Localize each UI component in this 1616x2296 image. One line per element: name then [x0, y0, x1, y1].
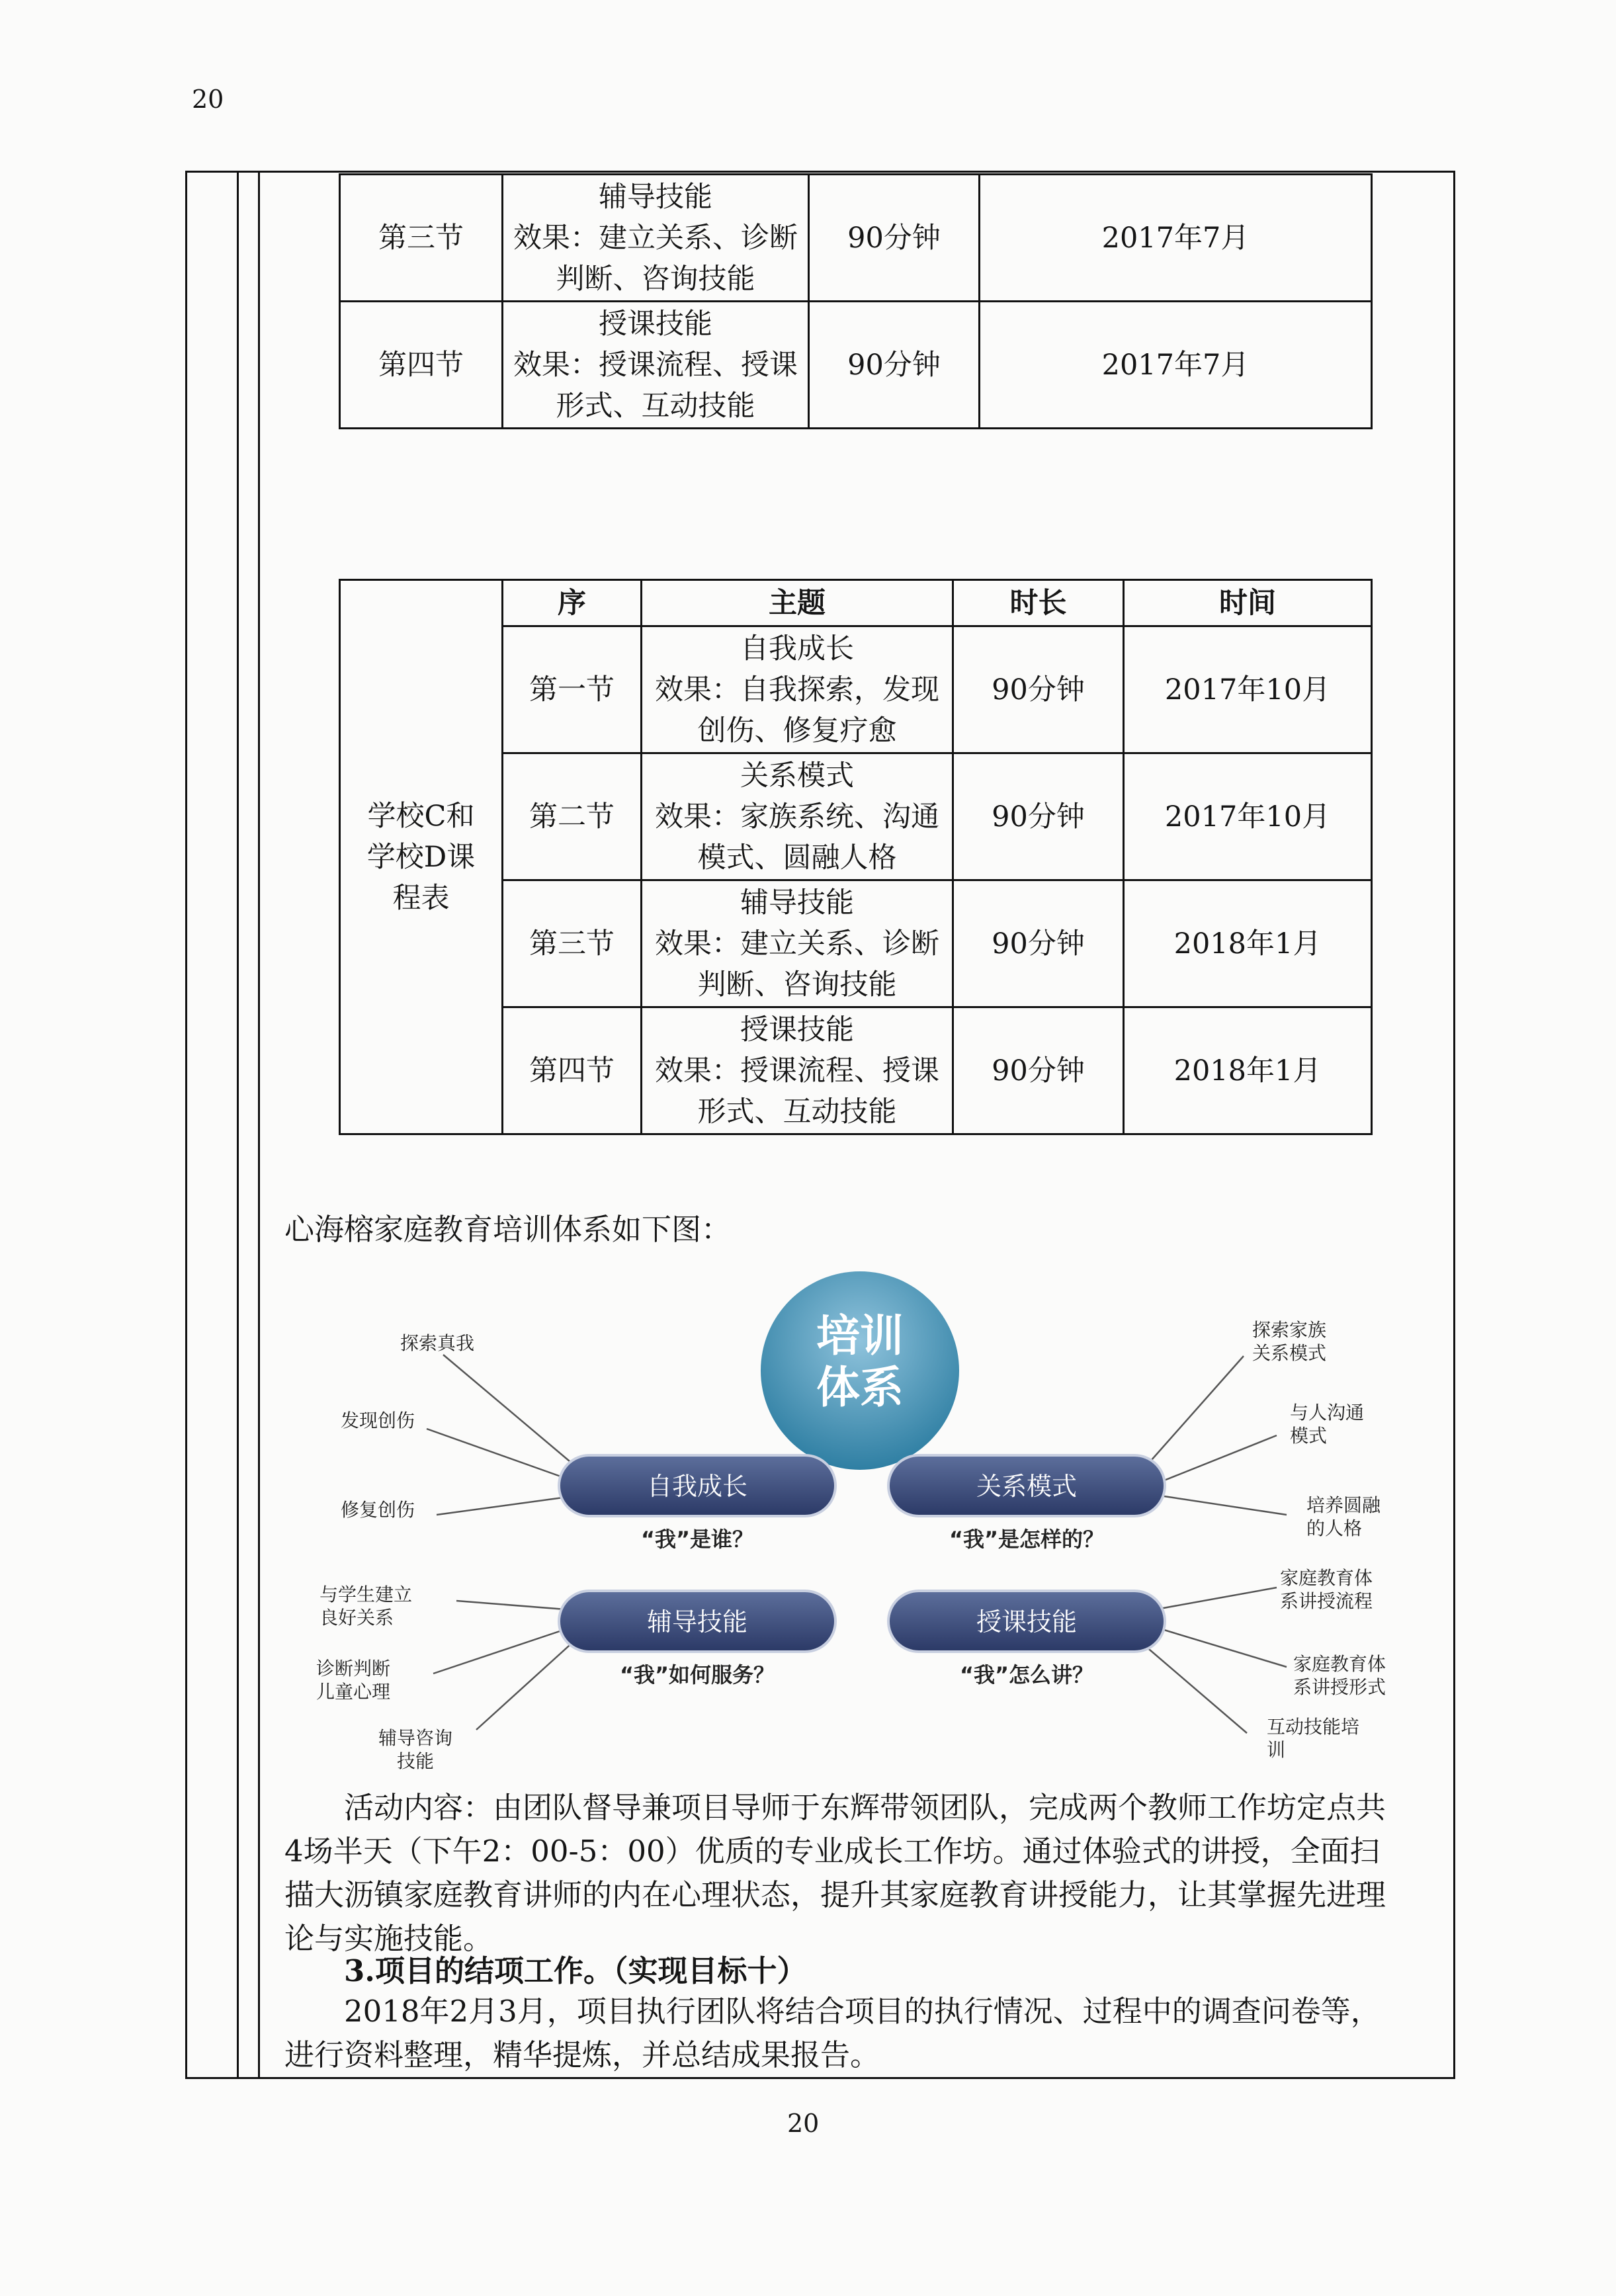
leaf-label: 与人沟通	[1290, 1402, 1365, 1424]
topic-effect: 效果：授课流程、授课形式、互动技能	[513, 348, 798, 423]
topic-title: 辅导技能	[740, 886, 854, 919]
time-cell: 2017年7月	[980, 175, 1372, 302]
header-seq: 序	[503, 580, 642, 626]
leaf-label: 辅导咨询	[378, 1727, 453, 1749]
leaf-label: 训	[1267, 1739, 1286, 1761]
duration-cell: 90分钟	[953, 626, 1124, 753]
leaf-label: 技能	[397, 1750, 435, 1772]
leaf-label: 探索真我	[400, 1332, 475, 1354]
topic-effect: 效果：建立关系、诊断判断、咨询技能	[513, 221, 798, 296]
topic-cell	[642, 1007, 953, 1134]
section-heading: 3.项目的结项工作。（实现目标十）	[344, 1953, 807, 1988]
diagram-caption: 心海榕家庭教育培训体系如下图：	[284, 1212, 732, 1247]
table-header-row	[340, 580, 1372, 626]
section-cell: 第二节	[503, 753, 642, 880]
leaf-label: 家庭教育体	[1293, 1653, 1386, 1675]
leaf-label: 的人格	[1306, 1517, 1363, 1539]
section-cell: 第三节	[340, 175, 503, 302]
pill-label: 自我成长	[646, 1472, 748, 1501]
text-line: 论与实施技能。	[284, 1921, 493, 1956]
text-line: 2018年2月3月，项目执行团队将结合项目的执行情况、过程中的调查问卷等，	[344, 1994, 1381, 2029]
pill-relationship-pattern	[888, 1455, 1165, 1552]
schedule-table-school-cd	[339, 579, 1373, 1135]
pill-label: 辅导技能	[646, 1607, 748, 1637]
section-cell: 第三节	[503, 880, 642, 1007]
duration-cell: 90分钟	[953, 1007, 1124, 1134]
duration-cell: 90分钟	[809, 175, 980, 302]
closing-paragraph	[284, 1990, 1381, 2077]
topic-effect: 效果：家族系统、沟通模式、圆融人格	[655, 800, 939, 874]
topic-effect: 效果：授课流程、授课形式、互动技能	[655, 1054, 939, 1128]
table-row	[340, 175, 1372, 302]
leaf-label: 儿童心理	[316, 1681, 391, 1703]
schedule-table-continued	[339, 173, 1373, 429]
leaf-label: 培养圆融	[1306, 1494, 1381, 1516]
center-label-line2: 体系	[816, 1362, 904, 1413]
school-label-cell	[340, 580, 503, 1134]
duration-cell: 90分钟	[953, 753, 1124, 880]
leaf-label: 发现创伤	[341, 1410, 415, 1431]
section-cell: 第四节	[503, 1007, 642, 1134]
page-number-bottom: 20	[787, 2109, 820, 2138]
time-cell: 2018年1月	[1124, 880, 1372, 1007]
pill-question: “我”是怎样的？	[949, 1527, 1105, 1552]
topic-title: 授课技能	[740, 1013, 854, 1046]
pill-teaching-skills	[888, 1591, 1165, 1687]
topic-title: 关系模式	[740, 759, 854, 792]
section-cell: 第四节	[340, 302, 503, 429]
topic-cell	[503, 175, 809, 302]
leaf-label: 系讲授形式	[1293, 1676, 1386, 1698]
topic-title: 辅导技能	[599, 180, 712, 214]
leaf-label: 与学生建立	[319, 1584, 413, 1605]
leaf-label: 修复创伤	[341, 1499, 415, 1521]
leaf-label: 模式	[1290, 1425, 1328, 1447]
topic-title: 授课技能	[599, 307, 712, 341]
leaf-label: 系讲授流程	[1280, 1590, 1373, 1612]
leaf-label: 关系模式	[1252, 1342, 1327, 1364]
text-line: 进行资料整理，精华提炼，并总结成果报告。	[284, 2037, 880, 2072]
topic-cell	[642, 753, 953, 880]
time-cell: 2017年10月	[1124, 753, 1372, 880]
leaf-label: 良好关系	[319, 1607, 394, 1629]
header-topic: 主题	[642, 580, 953, 626]
duration-cell: 90分钟	[953, 880, 1124, 1007]
pill-label: 关系模式	[976, 1472, 1078, 1501]
text-line: 4场半天（下午2：00-5：00）优质的专业成长工作坊。通过体验式的讲授，全面扫	[284, 1834, 1380, 1869]
header-duration: 时长	[953, 580, 1124, 626]
text-line: 活动内容：由团队督导兼项目导师于东辉带领团队，完成两个教师工作坊定点共	[344, 1790, 1386, 1825]
leaf-label: 家庭教育体	[1280, 1567, 1373, 1589]
time-cell: 2018年1月	[1124, 1007, 1372, 1134]
pill-counseling-skills	[559, 1591, 835, 1687]
pill-label: 授课技能	[976, 1607, 1078, 1637]
topic-effect: 效果：自我探索，发现创伤、修复疗愈	[655, 673, 939, 747]
pill-question: “我”是谁？	[640, 1527, 754, 1552]
school-label: 学校C和学校D课程表	[366, 799, 476, 915]
leaf-label: 探索家族	[1252, 1319, 1327, 1341]
activity-paragraph	[284, 1786, 1386, 1961]
duration-cell: 90分钟	[809, 302, 980, 429]
page-number-top: 20	[192, 85, 224, 114]
table-row	[340, 302, 1372, 429]
topic-effect: 效果：建立关系、诊断判断、咨询技能	[655, 927, 939, 1001]
pill-question: “我”怎么讲？	[959, 1662, 1094, 1687]
text-line: 描大沥镇家庭教育讲师的内在心理状态，提升其家庭教育讲授能力，让其掌握先进理	[284, 1877, 1386, 1912]
training-system-diagram	[284, 1267, 1442, 1783]
center-circle	[761, 1271, 959, 1470]
header-time: 时间	[1124, 580, 1372, 626]
center-label-line1: 培训	[816, 1310, 904, 1361]
section-cell: 第一节	[503, 626, 642, 753]
topic-cell	[503, 302, 809, 429]
pill-self-growth	[559, 1455, 835, 1552]
topic-cell	[642, 626, 953, 753]
frame-divider-right	[258, 171, 260, 2079]
topic-cell	[642, 880, 953, 1007]
time-cell: 2017年10月	[1124, 626, 1372, 753]
leaf-label: 诊断判断	[316, 1658, 391, 1679]
pill-question: “我”如何服务？	[619, 1662, 775, 1687]
time-cell: 2017年7月	[980, 302, 1372, 429]
frame-divider-left	[237, 171, 239, 2079]
topic-title: 自我成长	[740, 632, 854, 665]
leaf-label: 互动技能培	[1267, 1716, 1360, 1738]
